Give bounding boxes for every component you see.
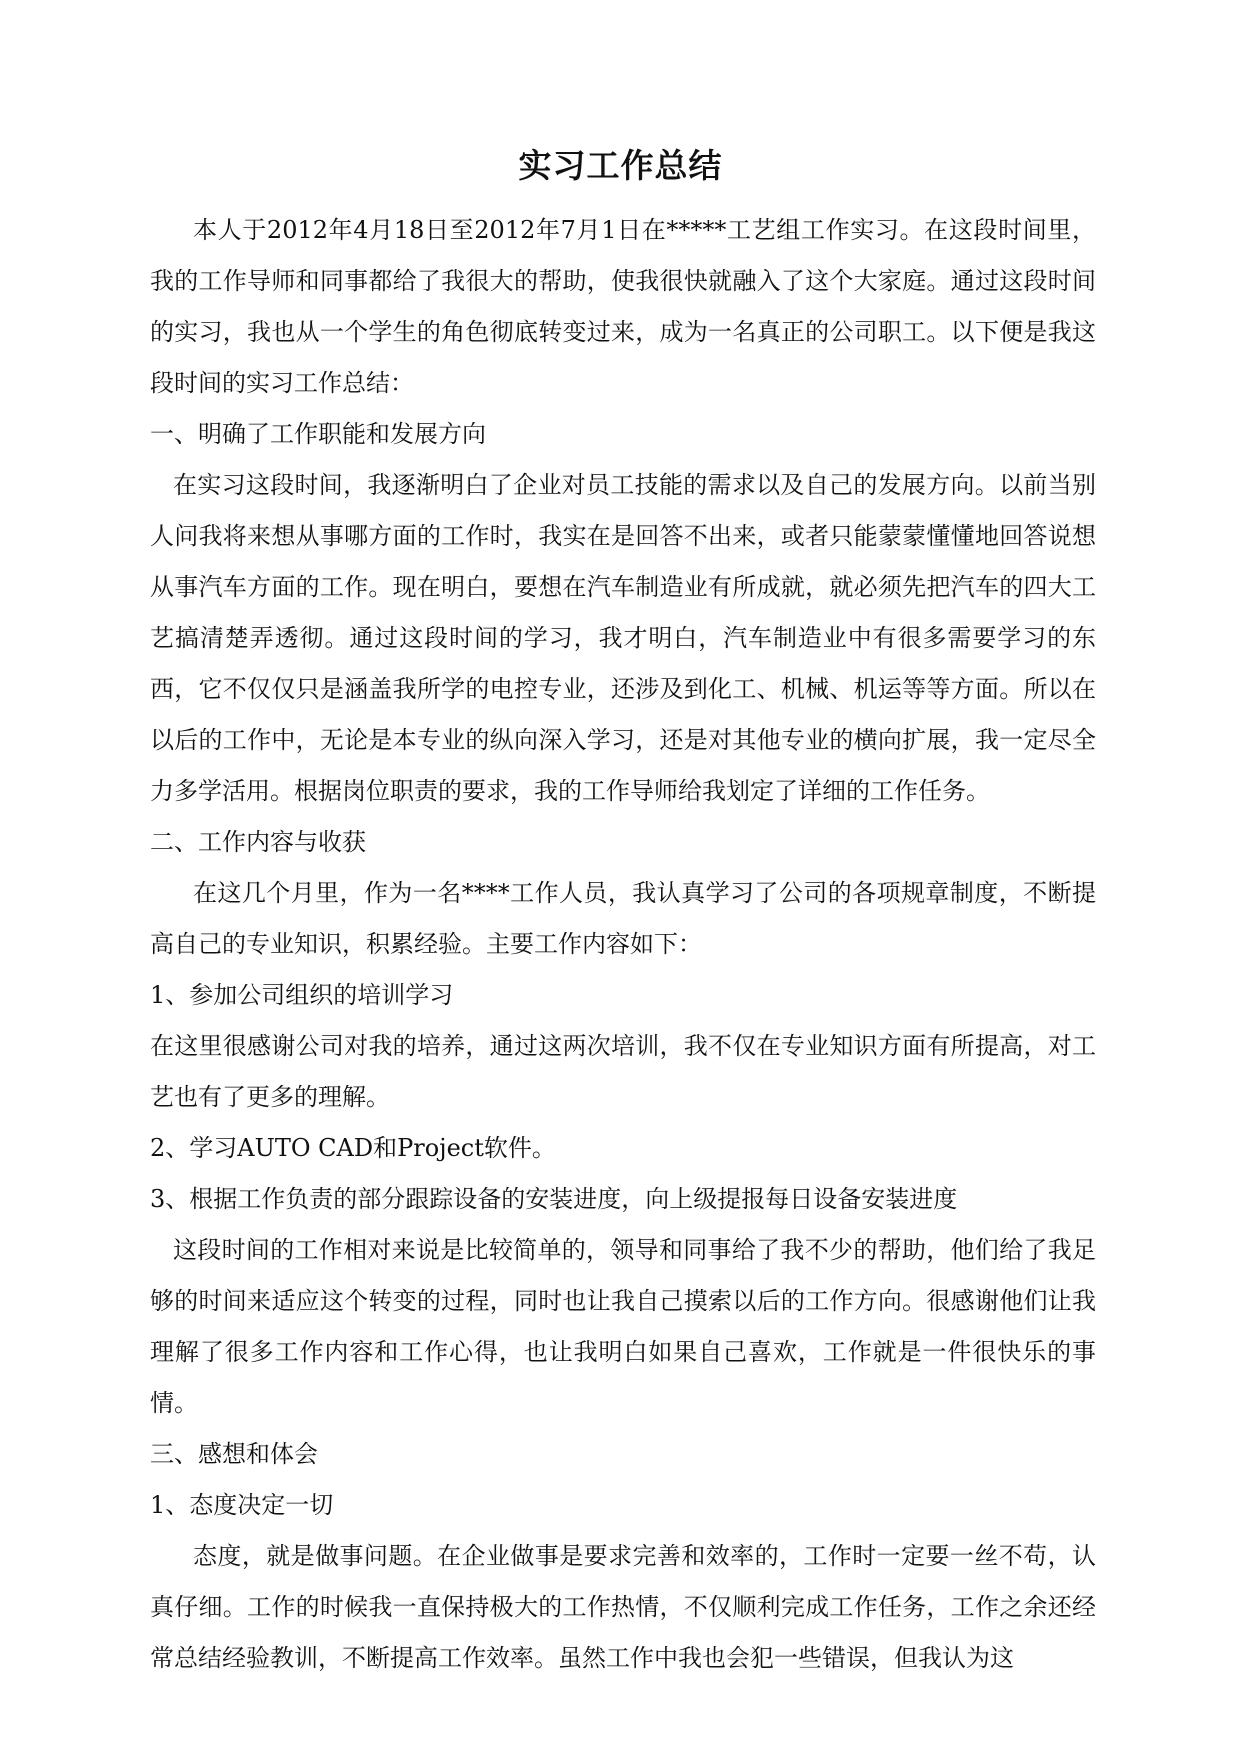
- intro-paragraph: 本人于2012年4月18日至2012年7月1日在*****工艺组工作实习。在这段时间里，我的工作导师和同事都给了我很大的帮助，使我很快就融入了这个大家庭。通过这段时间的实习，我也从一个学生的角色彻底转变过来，成为一名真正的公司职工。以下便是我这段时间的实习工作总结：: [150, 216, 1096, 397]
- section-2-paragraph: 在这几个月里，作为一名****工作人员，我认真学习了公司的各项规章制度，不断提高自己的专业知识，积累经验。主要工作内容如下：: [150, 879, 1096, 958]
- section-1-paragraph: 在实习这段时间，我逐渐明白了企业对员工技能的需求以及自己的发展方向。以前当别人问我将来想从事哪方面的工作时，我实在是回答不出来，或者只能蒙蒙懂懂地回答说想从事汽车方面的工作。现在明白，要想在汽车制造业有所成就，就必须先把汽车的四大工艺搞清楚弄透彻。通过这段时间的学习，我才明白，汽车制造业中有很多需要学习的东西，它不仅仅只是涵盖我所学的电控专业，还涉及到化工、机械、机运等等方面。所以在以后的工作中，无论是本专业的纵向深入学习，还是对其他专业的横向扩展，我一定尽全力多学活用。根据岗位职责的要求，我的工作导师给我划定了详细的工作任务。: [150, 471, 1096, 805]
- subheading-3-1: 1、态度决定一切: [150, 1491, 334, 1519]
- subheading-3-1-paragraph: 态度，就是做事问题。在企业做事是要求完善和效率的，工作时一定要一丝不苟，认真仔细。工作的时候我一直保持极大的工作热情，不仅顺利完成工作任务，工作之余还经常总结经验教训，不断提高工作效率。虽然工作中我也会犯一些错误，但我认为这: [150, 1542, 1096, 1672]
- document-title: 实习工作总结: [518, 146, 723, 185]
- subheading-2-1-paragraph: 在这里很感谢公司对我的培养，通过这两次培训，我不仅在专业知识方面有所提高，对工艺也有了更多的理解。: [150, 1032, 1096, 1111]
- document-body: [150, 205, 1096, 1684]
- section-2-summary-paragraph: 这段时间的工作相对来说是比较简单的，领导和同事给了我不少的帮助，他们给了我足够的时间来适应这个转变的过程，同时也让我自己摸索以后的工作方向。很感谢他们让我理解了很多工作内容和工作心得，也让我明白如果自己喜欢，工作就是一件很快乐的事情。: [150, 1236, 1096, 1417]
- subheading-2-2: 2、学习AUTO CAD和Project软件。: [150, 1134, 556, 1162]
- subheading-2-3: 3、根据工作负责的部分跟踪设备的安装进度，向上级提报每日设备安装进度: [150, 1185, 958, 1213]
- section-heading-2: 二、工作内容与收获: [150, 828, 366, 856]
- section-heading-1: 一、明确了工作职能和发展方向: [150, 420, 486, 448]
- section-heading-3: 三、感想和体会: [150, 1440, 318, 1468]
- subheading-2-1: 1、参加公司组织的培训学习: [150, 981, 454, 1009]
